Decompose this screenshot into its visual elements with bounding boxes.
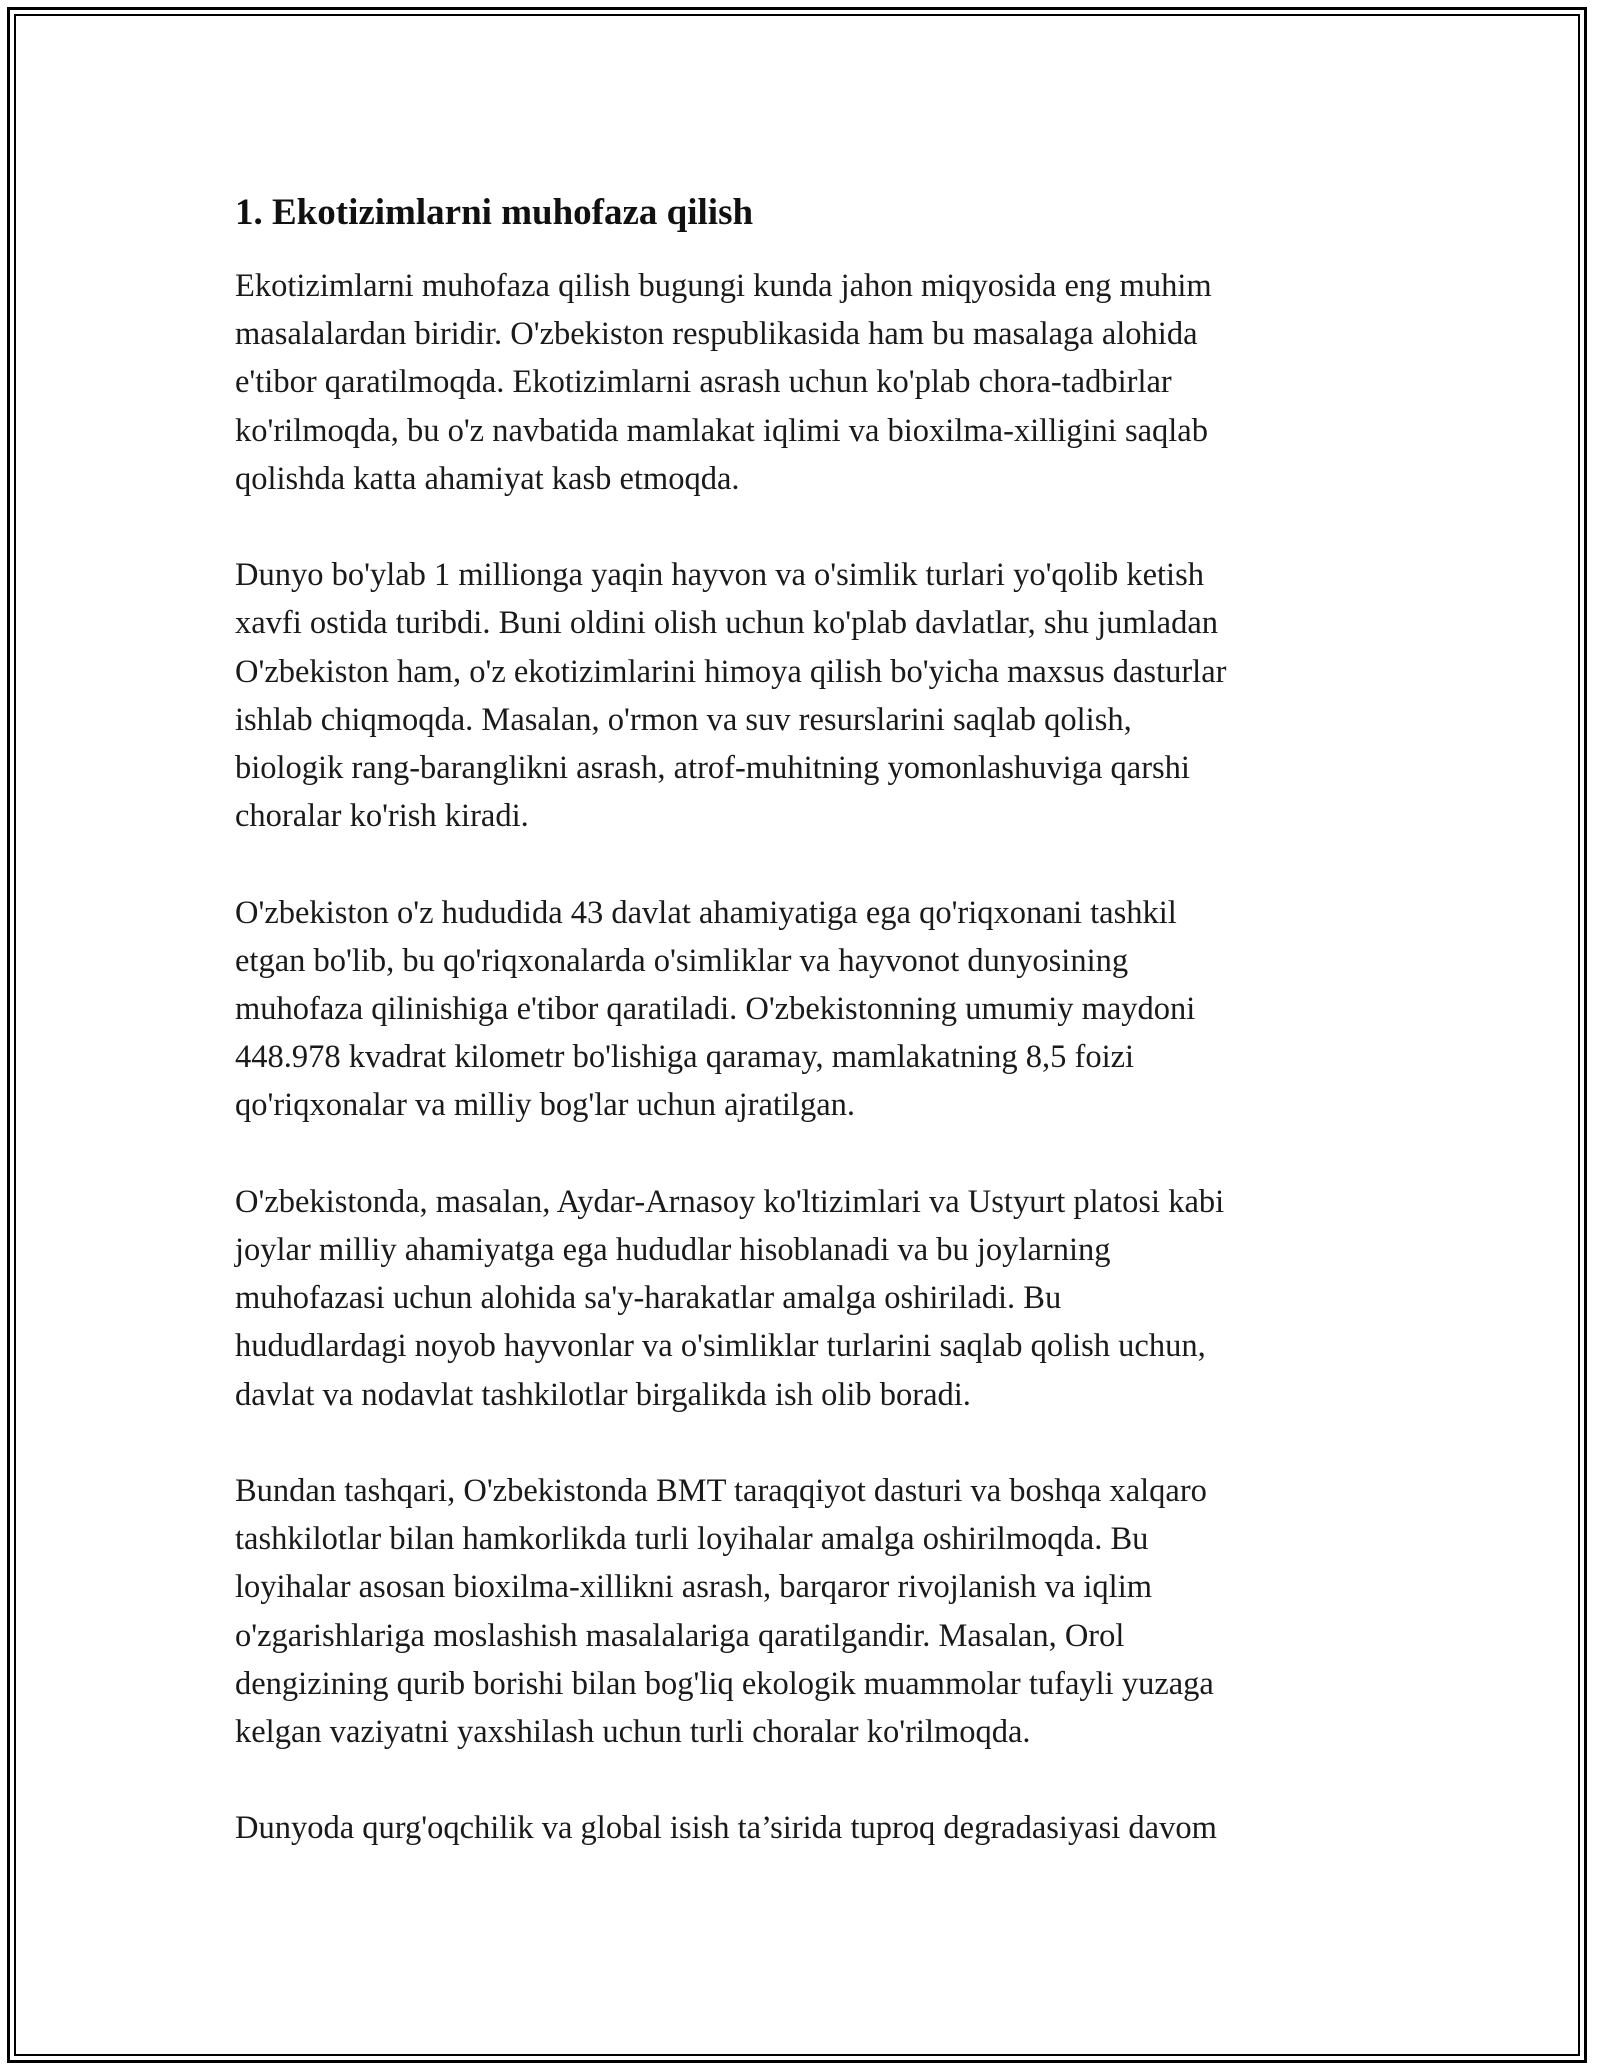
paragraph-4: O'zbekistonda, masalan, Aydar-Arnasoy ko'ltizimlari va Ustyurt platosi kabi joylar milliy ahamiyatga ega hududlar hisoblanadi va bu joylarning muhofazasi uchun alohida sa'y-harakatlar amalga oshiriladi. Bu hududlardagi noyob hayvonlar va o'simliklar turlarini saqlab qolish uchun, davlat va nodavlat tashkilotlar birgalikda ish olib boradi. xyxy=(235,1183,1225,1413)
paragraph-5: Bundan tashqari, O'zbekistonda BMT taraqqiyot dasturi va boshqa xalqaro tashkilotlar bilan hamkorlikda turli loyihalar amalga oshirilmoqda. Bu loyihalar asosan bioxilma-xillikni asrash, barqaror rivojlanish va iqlim o'zgarishlariga moslashish masalalariga qaratilgandir. Masalan, Orol dengizining qurib borishi bilan bog'liq ekologik muammolar tufayli yuzaga kelgan vaziyatni yaxshilash uchun turli choralar ko'rilmoqda. xyxy=(235,1473,1214,1751)
section-heading: 1. Ekotizimlarni muhofaza qilish xyxy=(235,192,754,233)
paragraph-6: Dunyoda qurg'oqchilik va global isish ta’sirida tuproq degradasiyasi davom xyxy=(235,1810,1217,1847)
paragraph-1: Ekotizimlarni muhofaza qilish bugungi kunda jahon miqyosida eng muhim masalalardan biridir. O'zbekiston respublikasida ham bu masalaga alohida e'tibor qaratilmoqda. Ekotizimlarni asrash uchun ko'plab chora-tadbirlar ko'rilmoqda, bu o'z navbatida mamlakat iqlimi va bioxilma-xilligini saqlab qolishda katta ahamiyat kasb etmoqda. xyxy=(235,268,1212,497)
paragraph-2: Dunyo bo'ylab 1 millionga yaqin hayvon va o'simlik turlari yo'qolib ketish xavfi ostida turibdi. Buni oldini olish uchun ko'plab davlatlar, shu jumladan O'zbekiston ham, o'z ekotizimlarini himoya qilish bo'yicha maxsus dasturlar ishlab chiqmoqda. Masalan, o'rmon va suv resurslarini saqlab qolish, biologik rang-baranglikni asrash, atrof-muhitning yomonlashuviga qarshi choralar ko'rish kiradi. xyxy=(235,557,1227,835)
paragraph-3: O'zbekiston o'z hududida 43 davlat ahamiyatiga ega qo'riqxonani tashkil etgan bo'lib, bu qo'riqxonalarda o'simliklar va hayvonot dunyosining muhofaza qilinishiga e'tibor qaratiladi. O'zbekistonning umumiy maydoni 448.978 kvadrat kilometr bo'lishiga qaramay, mamlakatning 8,5 foizi qo'riqxonalar va milliy bog'lar uchun ajratilgan. xyxy=(235,894,1196,1124)
document-body xyxy=(235,186,1365,1901)
